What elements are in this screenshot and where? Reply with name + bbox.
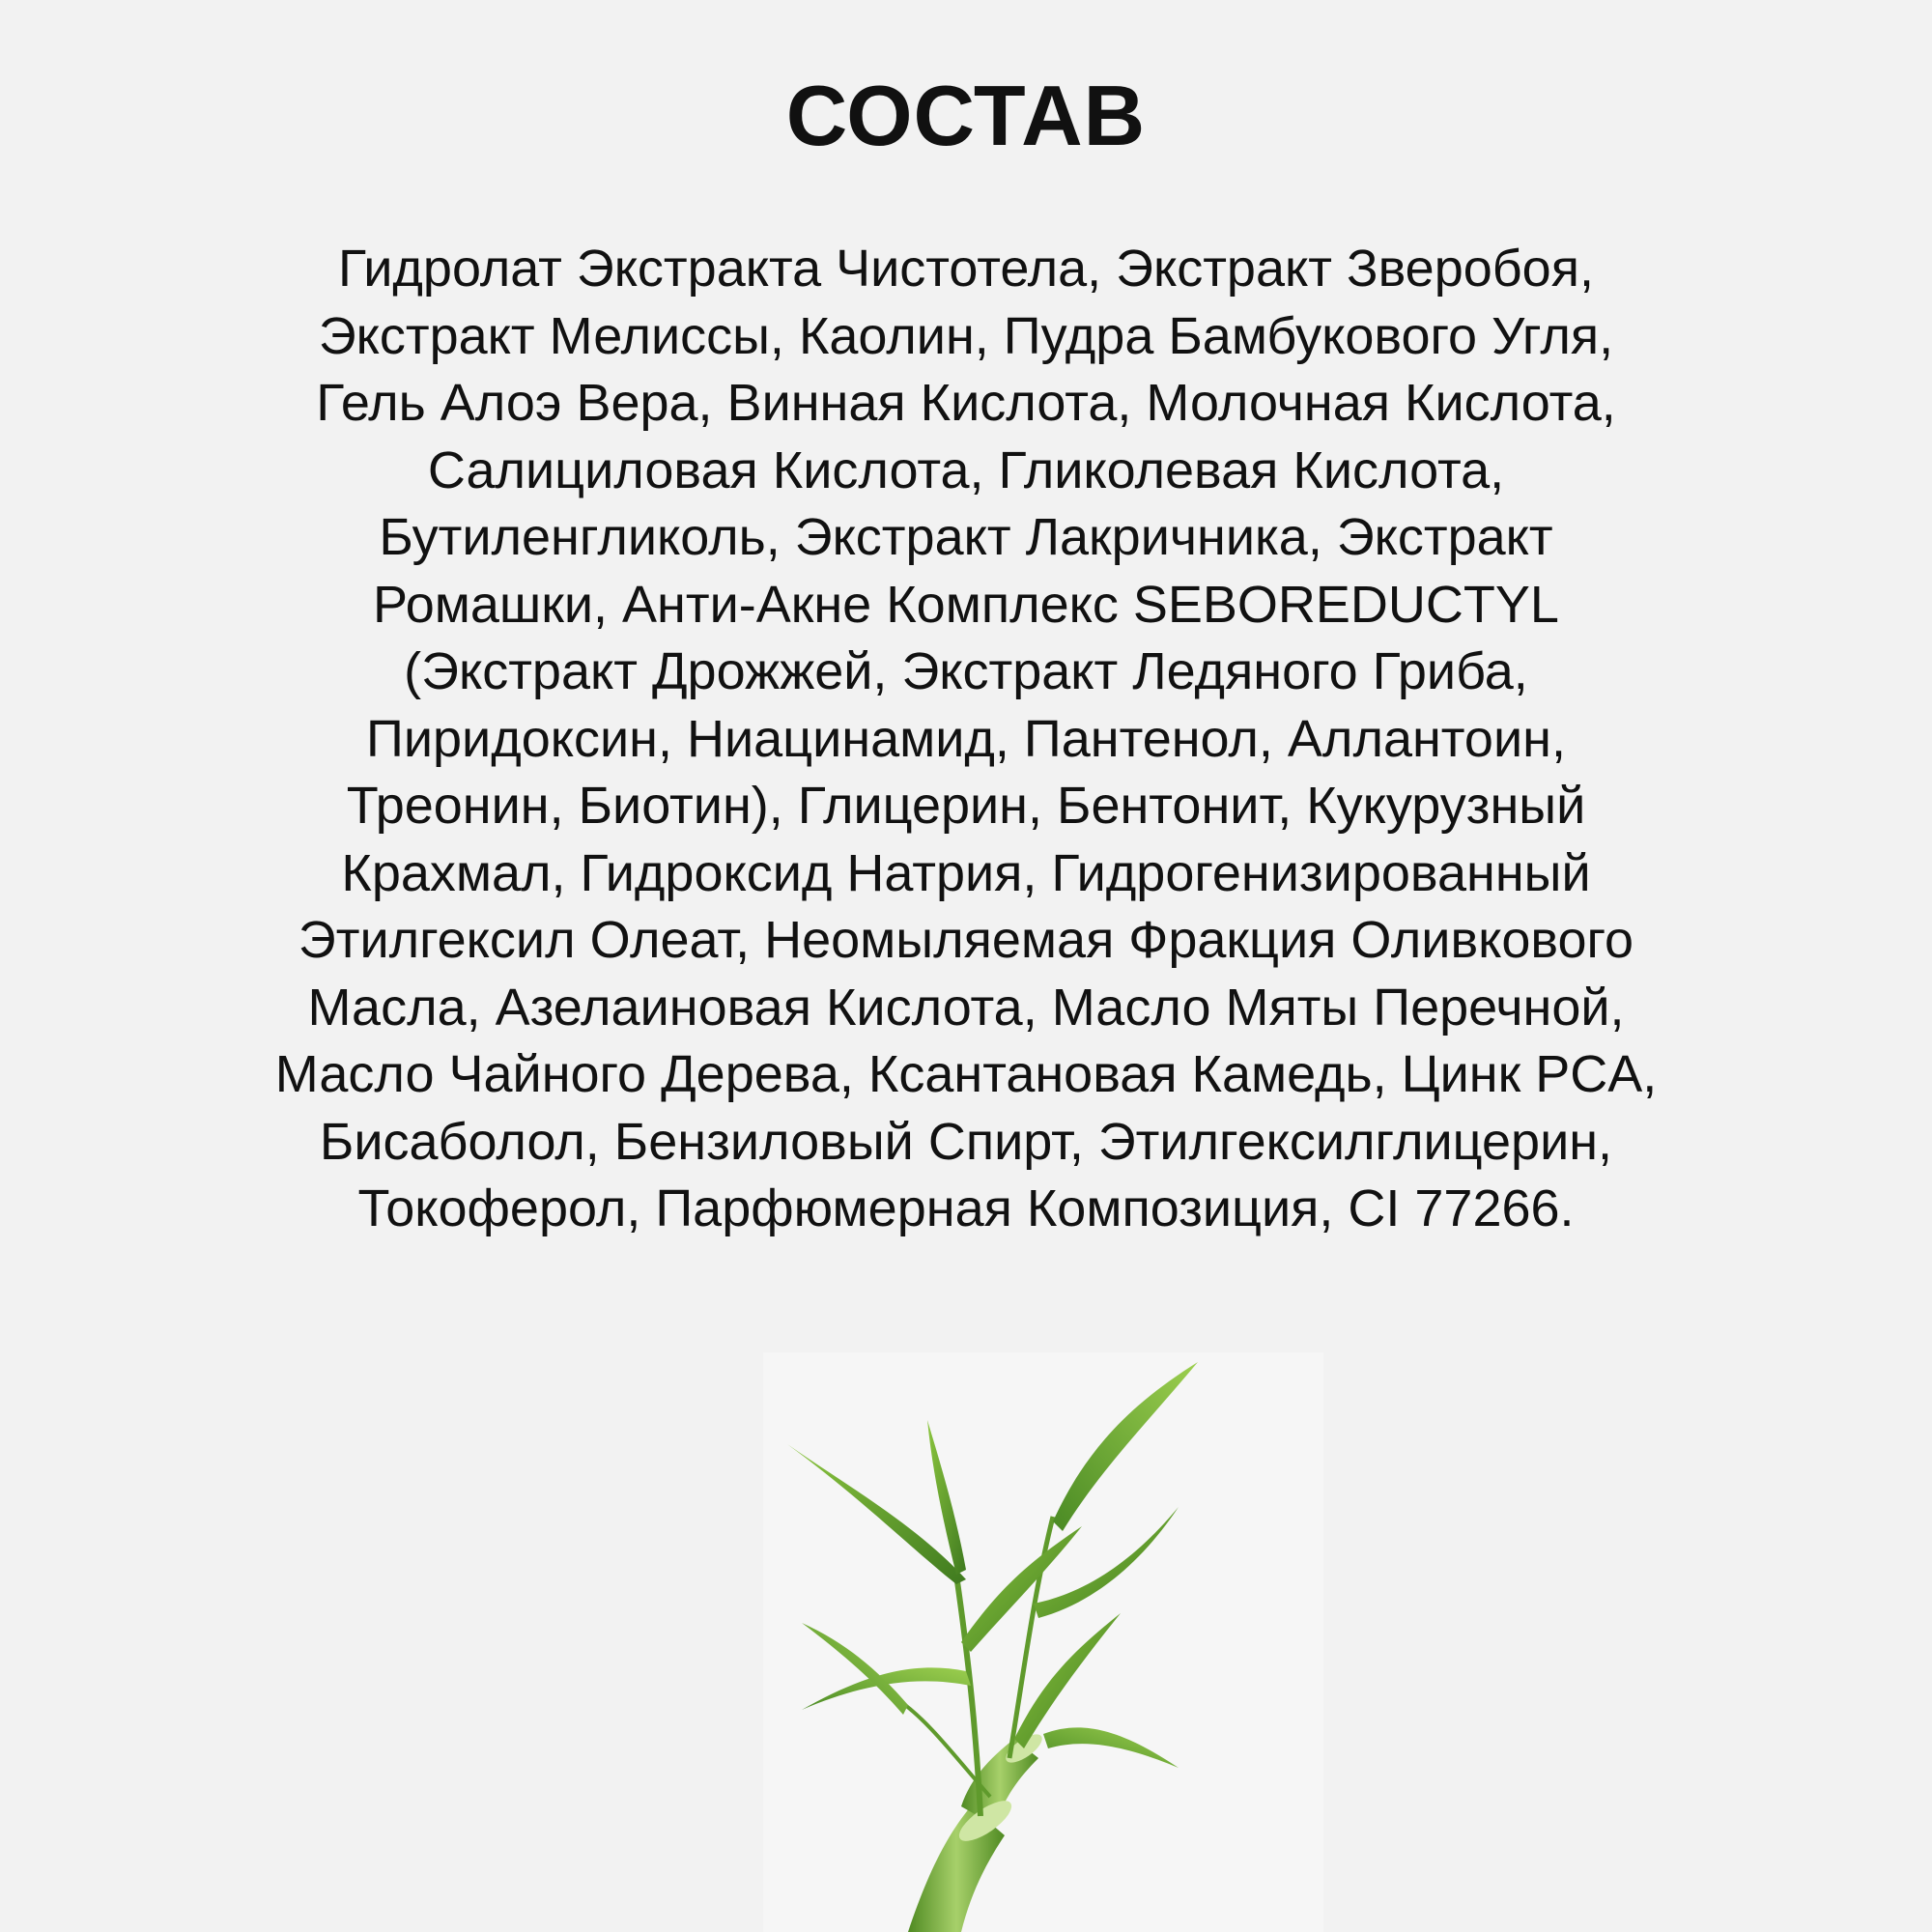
bamboo-plant-image (763, 1352, 1323, 1932)
ingredients-line: Масло Чайного Дерева, Ксантановая Камедь, Цинк PCA, (274, 1045, 1658, 1103)
ingredients-line: Салициловая Кислота, Гликолевая Кислота, (427, 440, 1505, 499)
ingredients-line: Бутиленгликоль, Экстракт Лакричника, Экстракт (379, 508, 1553, 566)
ingredients-line: Пиридоксин, Ниацинамид, Пантенол, Аллантоин, (366, 709, 1566, 768)
ingredients-line: Этилгексил Олеат, Неомыляемая Фракция Оливкового (298, 911, 1634, 969)
ingredients-line: Экстракт Мелиссы, Каолин, Пудра Бамбукового Угля, (318, 306, 1614, 365)
ingredients-line: Бисаболол, Бензиловый Спирт, Этилгексилглицерин, (319, 1112, 1613, 1171)
ingredients-line: Треонин, Биотин), Глицерин, Бентонит, Кукурузный (346, 777, 1586, 835)
ingredients-line: (Экстракт Дрожжей, Экстракт Ледяного Гриба, (404, 642, 1528, 700)
ingredients-line: Крахмал, Гидроксид Натрия, Гидрогенизированный (341, 843, 1591, 902)
page-title: СОСТАВ (785, 68, 1147, 163)
bamboo-icon (763, 1352, 1323, 1932)
ingredients-line: Токоферол, Парфюмерная Композиция, CI 77266. (357, 1179, 1575, 1237)
ingredients-line: Гидролат Экстракта Чистотела, Экстракт Зверобоя, (338, 240, 1594, 298)
ingredients-line: Гель Алоэ Вера, Винная Кислота, Молочная Кислота, (316, 374, 1616, 432)
ingredients-line: Масла, Азелаиновая Кислота, Масло Мяты Перечной, (307, 978, 1625, 1037)
ingredients-line: Ромашки, Анти-Акне Комплекс SEBOREDUCTYL (373, 575, 1559, 634)
ingredients-list (58, 236, 1874, 1243)
